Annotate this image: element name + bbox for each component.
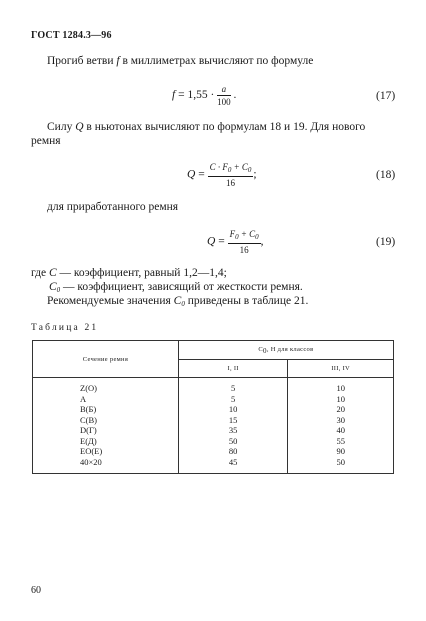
table-cell-class-b: 55 <box>336 435 345 446</box>
table-cell-section: 40×20 <box>80 456 102 467</box>
denominator: 100 <box>217 97 231 107</box>
var-f: f <box>116 55 120 67</box>
text: где <box>31 267 49 279</box>
table-cell-class-b: 40 <box>336 425 345 435</box>
equation-18 <box>187 162 257 188</box>
table-cell-class-b: 50 <box>336 456 345 467</box>
table-cell-class-a: 15 <box>228 414 238 425</box>
document-header: ГОСТ 1284.3—96 <box>31 30 112 41</box>
fraction <box>217 84 231 107</box>
text: Прогиб ветви <box>47 55 117 67</box>
table-caption: Таблица 21 <box>31 323 99 333</box>
var-c: C <box>48 267 57 279</box>
fraction <box>208 162 257 188</box>
numerator: $F_0 + C_0$ <box>228 229 261 244</box>
eq-tail: ; <box>253 168 257 181</box>
table-cell-class-a: 45 <box>228 456 238 467</box>
equation-number-19: (19) <box>376 236 396 248</box>
table-cell-section: B(Б) <box>80 404 97 414</box>
where-line3 <box>47 295 308 308</box>
var-c0: $C_0$ <box>49 281 61 294</box>
table-cell-class-a: 35 <box>228 425 238 435</box>
equation-19 <box>207 229 264 255</box>
numerator: a <box>217 84 231 96</box>
table-cell-class-a: 5 <box>231 383 236 393</box>
header-c0-group: $C_0$, Н для классов <box>178 341 393 360</box>
eq-tail: , <box>260 235 264 248</box>
paragraph-force-line1 <box>47 121 365 133</box>
eq-lhs: Q <box>207 235 216 248</box>
denominator: 16 <box>225 178 235 188</box>
header-class-a: I, II <box>178 360 288 378</box>
table-cell-class-b: 90 <box>336 446 345 456</box>
var-q: Q <box>75 121 84 133</box>
text: Силу <box>47 121 76 133</box>
eq-lhs: Q <box>187 168 196 181</box>
eq-op: = <box>195 168 208 181</box>
text: Рекомендуемые значения <box>47 295 174 307</box>
text: приведены в таблице 21. <box>184 295 309 307</box>
text: — коэффициент, равный 1,2—1,4; <box>56 267 227 279</box>
table-cell-section: EO(E) <box>80 446 103 456</box>
where-line2 <box>49 281 303 294</box>
table-cell-section: C(В) <box>80 414 97 425</box>
class-a-column <box>178 378 288 474</box>
text: в миллиметрах вычисляют по формуле <box>119 55 314 67</box>
table-cell-section: Z(O) <box>80 383 97 393</box>
eq-op: = 1,55 · <box>175 89 218 102</box>
table-cell-class-b: 30 <box>336 414 345 425</box>
text: — коэффициент, зависящий от жесткости ремня. <box>60 281 303 293</box>
header-class-b: III, IV <box>288 360 394 378</box>
table-cell-class-b: 10 <box>336 383 345 393</box>
fraction <box>228 229 261 255</box>
eq-op: = <box>215 235 228 248</box>
equation-17 <box>172 84 236 107</box>
eq-tail: . <box>230 89 237 102</box>
page-number: 60 <box>31 585 41 596</box>
header-section: Сечение ремня <box>33 341 179 378</box>
equation-number-18: (18) <box>376 169 396 181</box>
paragraph-worn-belt: для приработанного ремня <box>47 201 179 213</box>
c0-values-table <box>32 340 394 474</box>
table-cell-class-a: 10 <box>228 404 238 414</box>
denominator: 16 <box>239 245 249 255</box>
var-c0: $C_0$ <box>173 295 185 308</box>
eq-lhs: f <box>172 89 176 102</box>
table-cell-class-a: 5 <box>231 393 236 404</box>
table-cell-class-a: 80 <box>228 446 238 456</box>
table-cell-class-b: 20 <box>336 404 345 414</box>
table-cell-section: D(Г) <box>80 425 97 435</box>
table-cell-section: A <box>80 393 87 404</box>
numerator: $C \cdot F_0 + C_0$ <box>208 162 254 177</box>
class-b-column <box>288 378 394 474</box>
table-cell-section: E(Д) <box>80 435 97 446</box>
table-cell-class-b: 10 <box>336 393 345 404</box>
paragraph-deflection <box>47 55 313 67</box>
section-column <box>33 378 179 474</box>
table-cell-class-a: 50 <box>228 435 238 446</box>
paragraph-force-line2: ремня <box>31 135 61 147</box>
text: в ньютонах вычисляют по формулам 18 и 19. Для нового <box>83 121 366 133</box>
equation-number-17: (17) <box>376 90 396 102</box>
where-line1 <box>31 267 227 279</box>
